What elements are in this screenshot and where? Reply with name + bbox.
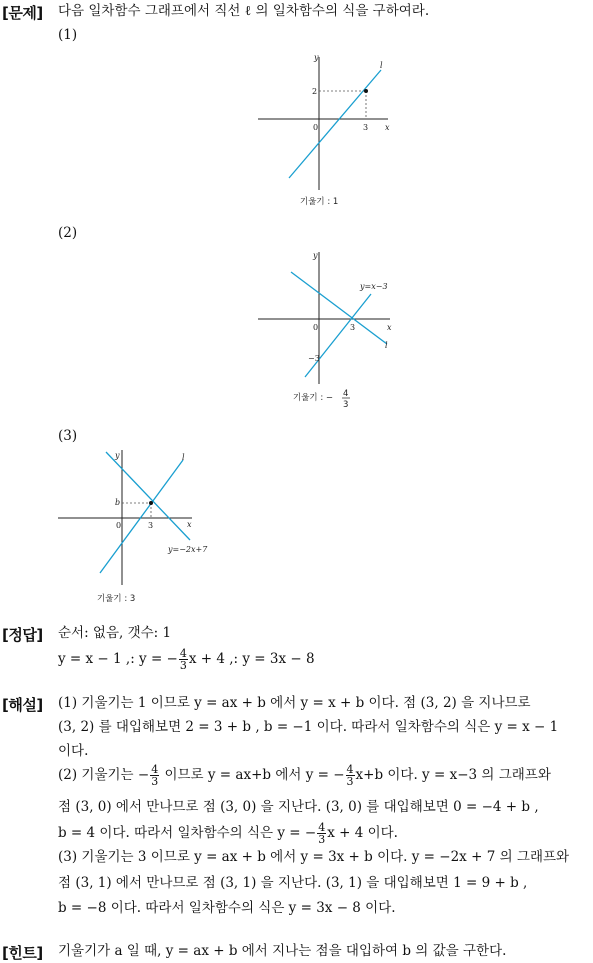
graph-3-l-label: l — [182, 453, 185, 462]
graph-1-x-label: x — [385, 123, 390, 132]
answer-line-1: 순서: 없음, 갯수: 1 — [58, 625, 172, 641]
graph-2-caption-num: 4 — [343, 389, 349, 399]
explanation-line-7: (3) 기울기는 3 이므로 y = ax + b 에서 y = 3x + b 이다. y = −2x + 7 의 그래프와 — [58, 849, 570, 865]
graph-2-tick-y: −3 — [308, 354, 320, 363]
explanation-line-8: 점 (3, 1) 에서 만나므로 점 (3, 1) 을 지난다. (3, 1) 을 대입해보면 1 = 9 + b , — [58, 875, 528, 891]
explanation-tag: [해설] — [2, 696, 43, 714]
graph-3-tick-x: 3 — [148, 521, 154, 530]
explanation-line-6: b = 4 이다. 따라서 일차함수의 식은 y = − $\frac{4}{3}$ x + 4 이다. — [58, 821, 398, 846]
problem-text: 다음 일차함수 그래프에서 직선 ℓ 의 일차함수의 식을 구하여라. — [58, 3, 430, 19]
item-3-number: (3) — [58, 428, 78, 444]
explanation-line-3: 이다. — [58, 743, 89, 759]
graph-2-l-label: l — [385, 341, 388, 350]
item-1-number: (1) — [58, 27, 78, 43]
hint-tag: [힌트] — [2, 944, 43, 962]
problem-tag: [문제] — [2, 4, 43, 22]
hint-text: 기울기가 a 일 때, y = ax + b 에서 지나는 점을 대입하여 b 의 값을 구한다. — [58, 943, 507, 959]
answer-a1: y = x − 1 ,: y = − — [58, 651, 178, 667]
graph-2-origin: 0 — [313, 323, 319, 332]
graph-1-tick-y: 2 — [312, 87, 318, 96]
graph-2-caption: 기울기 : − — [293, 393, 334, 403]
explanation-line-4: (2) 기울기는 − $\frac{4}{3}$ 이므로 y = ax+b 에서 y = − $\frac{4}{3}$ x+b 이다. y = x−3 의 그래프와 — [58, 763, 551, 788]
graph-3-x-label: x — [187, 520, 192, 529]
answer-tag: [정답] — [2, 626, 43, 644]
explanation-line-5: 점 (3, 0) 에서 만나므로 점 (3, 0) 을 지난다. (3, 0) 를 대입해보면 0 = −4 + b , — [58, 799, 539, 815]
graph-3-tick-y: b — [115, 498, 121, 507]
graph-3-point — [149, 501, 153, 505]
graph-3-caption: 기울기 : 3 — [97, 594, 136, 604]
graph-1-y-label: y — [314, 53, 319, 62]
graph-2-x-label: x — [387, 323, 392, 332]
graph-2-y-label: y — [313, 251, 318, 260]
answer-a2: x + 4 ,: y = 3x − 8 — [188, 651, 315, 667]
graph-1-origin: 0 — [313, 123, 319, 132]
answer-fraction: $\frac{4}{3}$ — [179, 647, 187, 672]
graph-2-tick-x: 3 — [350, 323, 356, 332]
graph-1-caption: 기울기 : 1 — [300, 197, 339, 207]
explanation-line-9: b = −8 이다. 따라서 일차함수의 식은 y = 3x − 8 이다. — [58, 900, 396, 916]
graph-2-line-label: y=x−3 — [360, 282, 388, 291]
graph-3-line-label: y=−2x+7 — [168, 545, 208, 554]
explanation-line-1: (1) 기울기는 1 이므로 y = ax + b 에서 y = x + b 이다. 점 (3, 2) 을 지나므로 — [58, 695, 531, 711]
item-2-number: (2) — [58, 225, 78, 241]
graph-3-line-l — [100, 460, 183, 573]
graph-3-y-label: y — [115, 451, 120, 460]
graph-1-tick-x: 3 — [363, 123, 369, 132]
graph-2-caption-den: 3 — [343, 400, 349, 410]
graph-3-origin: 0 — [116, 521, 122, 530]
answer-line-2 — [58, 648, 315, 671]
explanation-line-2: (3, 2) 를 대입해보면 2 = 3 + b , b = −1 이다. 따라서 일차함수의 식은 y = x − 1 — [58, 719, 559, 735]
graph-1-l-label: l — [380, 61, 383, 70]
